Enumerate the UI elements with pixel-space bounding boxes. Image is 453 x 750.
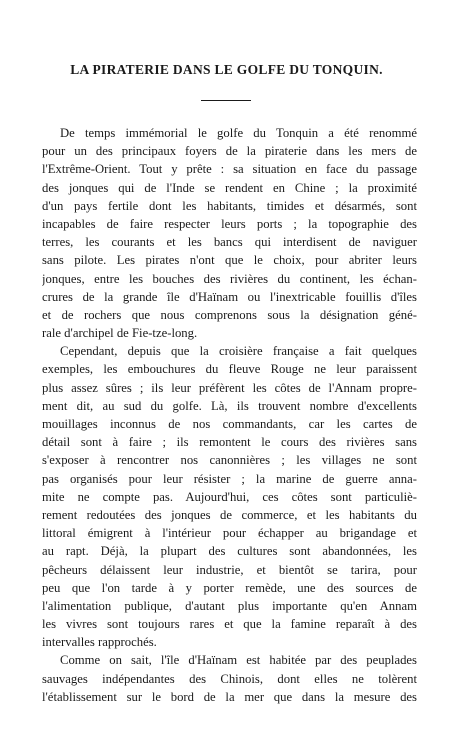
text-line: jonques, entre les bouches des rivières du continent, les échan- (42, 271, 417, 286)
text-line: l'établissement sur le bord de la mer que dans la mesure des (42, 689, 417, 704)
body-text (42, 124, 417, 706)
page-title: LA PIRATERIE DANS LE GOLFE DU TONQUIN. (70, 62, 383, 77)
text-line: intervalles rapprochés. (42, 635, 157, 650)
text-line: sauvages indépendantes des Chinois, dont elles ne tolèrent (42, 671, 417, 686)
text-line: des jonques qui de l'Inde se rendent en Chine ; la proximité (42, 180, 417, 195)
text-line: peu que l'on tarde à y porter remède, une des sources de (42, 580, 417, 595)
text-line: Cependant, depuis que la croisière française a fait quelques (60, 344, 417, 359)
title-divider (201, 100, 251, 101)
text-line: littoral émigrent à l'intérieur pour échapper au brigandage et (42, 526, 417, 541)
text-line: les vivres sont toujours rares et que la famine reparaît à des (42, 617, 417, 632)
paragraph (42, 124, 417, 342)
text-line: pour un des principaux foyers de la piraterie dans les mers de (42, 144, 417, 159)
text-line: au rapt. Déjà, la plupart des cultures sont abandonnées, les (42, 544, 417, 559)
text-line: rement redoutées des jonques de commerce, et les habitants du (42, 507, 417, 522)
text-line: exemples, les embouchures du fleuve Rouge ne leur paraissent (42, 362, 417, 377)
text-line: plus assez sûres ; ils leur préfèrent les côtes de l'Annam propre- (42, 380, 417, 395)
paragraph (42, 342, 417, 651)
text-line: terres, les courants et les bancs qui interdisent de naviguer (42, 235, 417, 250)
text-line: l'alimentation publique, d'autant plus importante qu'en Annam (42, 598, 417, 613)
text-line: mouillages inconnus de nos commandants, car les cartes de (42, 417, 417, 431)
text-line: pêcheurs délaissent leur industrie, et bientôt se tarira, pour (42, 562, 417, 577)
text-line: pas organisés pour leur résister ; la marine de guerre anna- (42, 471, 417, 486)
text-line: s'exposer à rencontrer nos canonnières ; les villages ne sont (42, 453, 417, 468)
paragraph (42, 651, 417, 706)
text-line: d'un pays fertile dont les habitants, timides et désarmés, sont (42, 198, 417, 213)
text-line: sans pilote. Les pirates n'ont que le choix, pour abriter leurs (42, 253, 417, 268)
text-line: mite ne compte pas. Aujourd'hui, ces côtes sont particuliè- (42, 489, 417, 504)
text-line: rale d'archipel de Fie-tze-long. (42, 326, 198, 341)
text-line: l'Extrême-Orient. Tout y prête : sa situation en face du passage (42, 162, 417, 177)
text-line: incapables de faire respecter leurs ports ; la topographie des (42, 216, 417, 231)
text-line: De temps immémorial le golfe du Tonquin a été renommé (60, 126, 417, 140)
text-line: et de rochers que nous comprenons sous la désignation géné- (42, 307, 417, 322)
text-line: ment dit, au sud du golfe. Là, ils trouvent nombre d'excellents (42, 398, 417, 413)
text-line: crures de la grande île d'Haïnam ou l'inextricable fouillis d'îles (42, 289, 417, 304)
text-line: Comme on sait, l'île d'Haïnam est habitée par des peuplades (60, 653, 417, 668)
text-line: détail sont à faire ; ils remontent le cours des rivières sans (42, 435, 417, 450)
